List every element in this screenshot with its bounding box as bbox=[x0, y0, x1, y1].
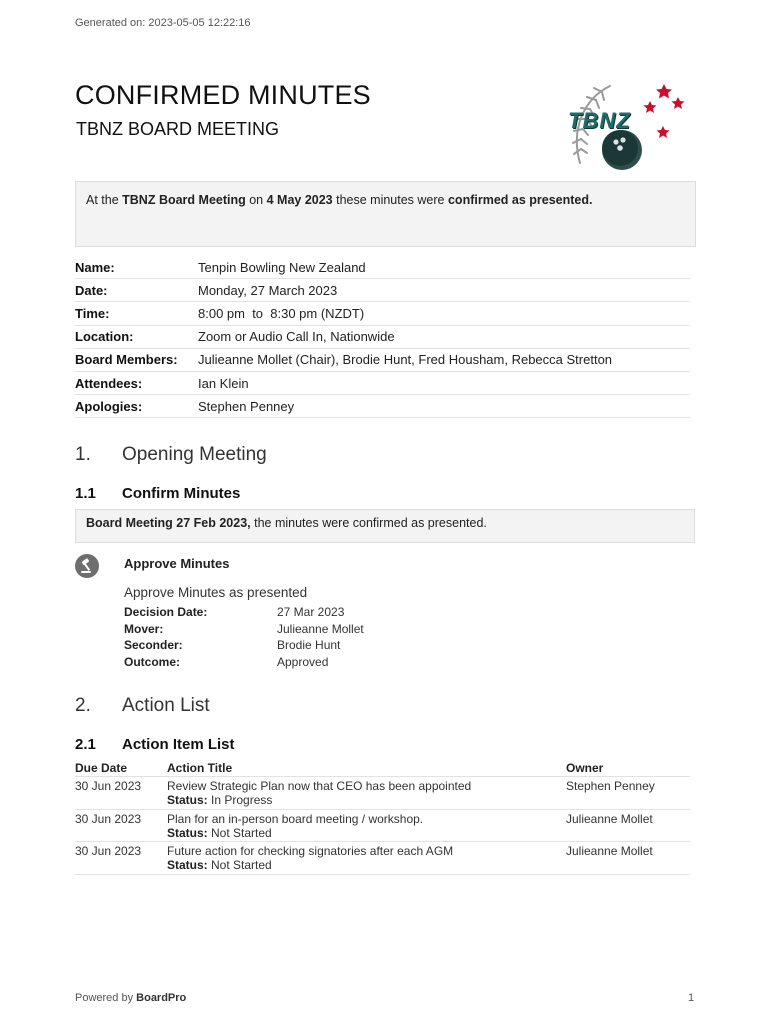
meeting-details bbox=[75, 256, 690, 418]
action-owner: Julieanne Mollet bbox=[566, 811, 653, 826]
tbnz-logo bbox=[560, 78, 690, 178]
page-number: 1 bbox=[688, 992, 695, 1004]
detail-label: Date: bbox=[75, 282, 108, 298]
minutes-note: Board Meeting 27 Feb 2023, the minutes were confirmed as presented. bbox=[75, 509, 695, 543]
detail-value: Ian Klein bbox=[198, 375, 249, 391]
table-row: 30 Jun 2023 Review Strategic Plan now that CEO has been appointed Status: In Progress Stephen Penney bbox=[75, 777, 690, 810]
detail-label: Attendees: bbox=[75, 375, 143, 391]
detail-value: Tenpin Bowling New Zealand bbox=[198, 259, 366, 275]
detail-value: Julieanne Mollet (Chair), Brodie Hunt, Fred Housham, Rebecca Stretton bbox=[198, 352, 613, 368]
gavel-icon bbox=[75, 554, 99, 578]
detail-label: Apologies: bbox=[75, 398, 143, 414]
column-header-action-title: Action Title bbox=[167, 761, 233, 775]
section-heading-opening: 1. Opening Meeting bbox=[75, 444, 267, 465]
action-status: Status: Not Started bbox=[167, 825, 272, 840]
action-title: Review Strategic Plan now that CEO has been appointed bbox=[167, 779, 472, 793]
table-row: 30 Jun 2023 Future action for checking signatories after each AGM Status: Not Started Julieanne Mollet bbox=[75, 842, 690, 875]
page-title: CONFIRMED MINUTES bbox=[75, 80, 371, 110]
detail-label: Name: bbox=[75, 259, 115, 275]
page-subtitle: TBNZ BOARD MEETING bbox=[76, 119, 280, 139]
action-item-table bbox=[75, 761, 690, 875]
action-owner: Stephen Penney bbox=[566, 779, 655, 793]
decision-details bbox=[124, 604, 364, 670]
detail-value: Stephen Penney bbox=[198, 398, 295, 414]
generated-timestamp: Generated on: 2023-05-05 12:22:16 bbox=[75, 17, 251, 29]
table-row: 30 Jun 2023 Plan for an in-person board meeting / workshop. Status: Not Started Julieanne Mollet bbox=[75, 810, 690, 843]
decision-row: Seconder: Brodie Hunt bbox=[124, 638, 341, 653]
column-header-owner: Owner bbox=[566, 761, 604, 775]
detail-value: 8:00 pm to 8:30 pm (NZDT) bbox=[198, 305, 365, 321]
section-heading-action-list: 2. Action List bbox=[75, 695, 210, 716]
detail-value: Zoom or Audio Call In, Nationwide bbox=[198, 329, 395, 345]
detail-row-apologies bbox=[75, 395, 690, 418]
action-status: Status: Not Started bbox=[167, 858, 272, 872]
resolution-text: Approve Minutes as presented bbox=[124, 585, 308, 600]
action-title: Future action for checking signatories after each AGM bbox=[167, 844, 454, 858]
detail-label: Board Members: bbox=[75, 352, 178, 368]
subsection-heading-confirm-minutes: 1.1 Confirm Minutes bbox=[75, 485, 241, 502]
logo-wordmark: TBNZ bbox=[568, 108, 631, 133]
detail-label: Time: bbox=[75, 305, 110, 321]
confirmation-notice: At the TBNZ Board Meeting on 4 May 2023 these minutes were confirmed as presented. bbox=[75, 181, 696, 247]
detail-row-date bbox=[75, 279, 690, 302]
decision-row: Mover: Julieanne Mollet bbox=[124, 621, 364, 636]
detail-row-location bbox=[75, 326, 690, 349]
detail-row-attendees bbox=[75, 372, 690, 395]
detail-label: Location: bbox=[75, 329, 134, 345]
action-owner: Julieanne Mollet bbox=[566, 844, 653, 858]
footer-powered-by: Powered by BoardPro bbox=[75, 992, 187, 1004]
decision-row: Outcome: Approved bbox=[124, 654, 329, 669]
resolution-title: Approve Minutes bbox=[124, 556, 230, 571]
subsection-heading-action-items: 2.1 Action Item List bbox=[75, 736, 235, 753]
action-title: Plan for an in-person board meeting / workshop. bbox=[167, 811, 424, 826]
detail-row-name bbox=[75, 256, 690, 279]
detail-row-time bbox=[75, 302, 690, 325]
table-header bbox=[75, 761, 690, 777]
action-status: Status: In Progress bbox=[167, 793, 273, 807]
column-header-due-date: Due Date bbox=[75, 761, 128, 775]
detail-value: Monday, 27 March 2023 bbox=[198, 282, 338, 298]
detail-row-board-members bbox=[75, 349, 690, 372]
decision-row: Decision Date: 27 Mar 2023 bbox=[124, 605, 345, 620]
